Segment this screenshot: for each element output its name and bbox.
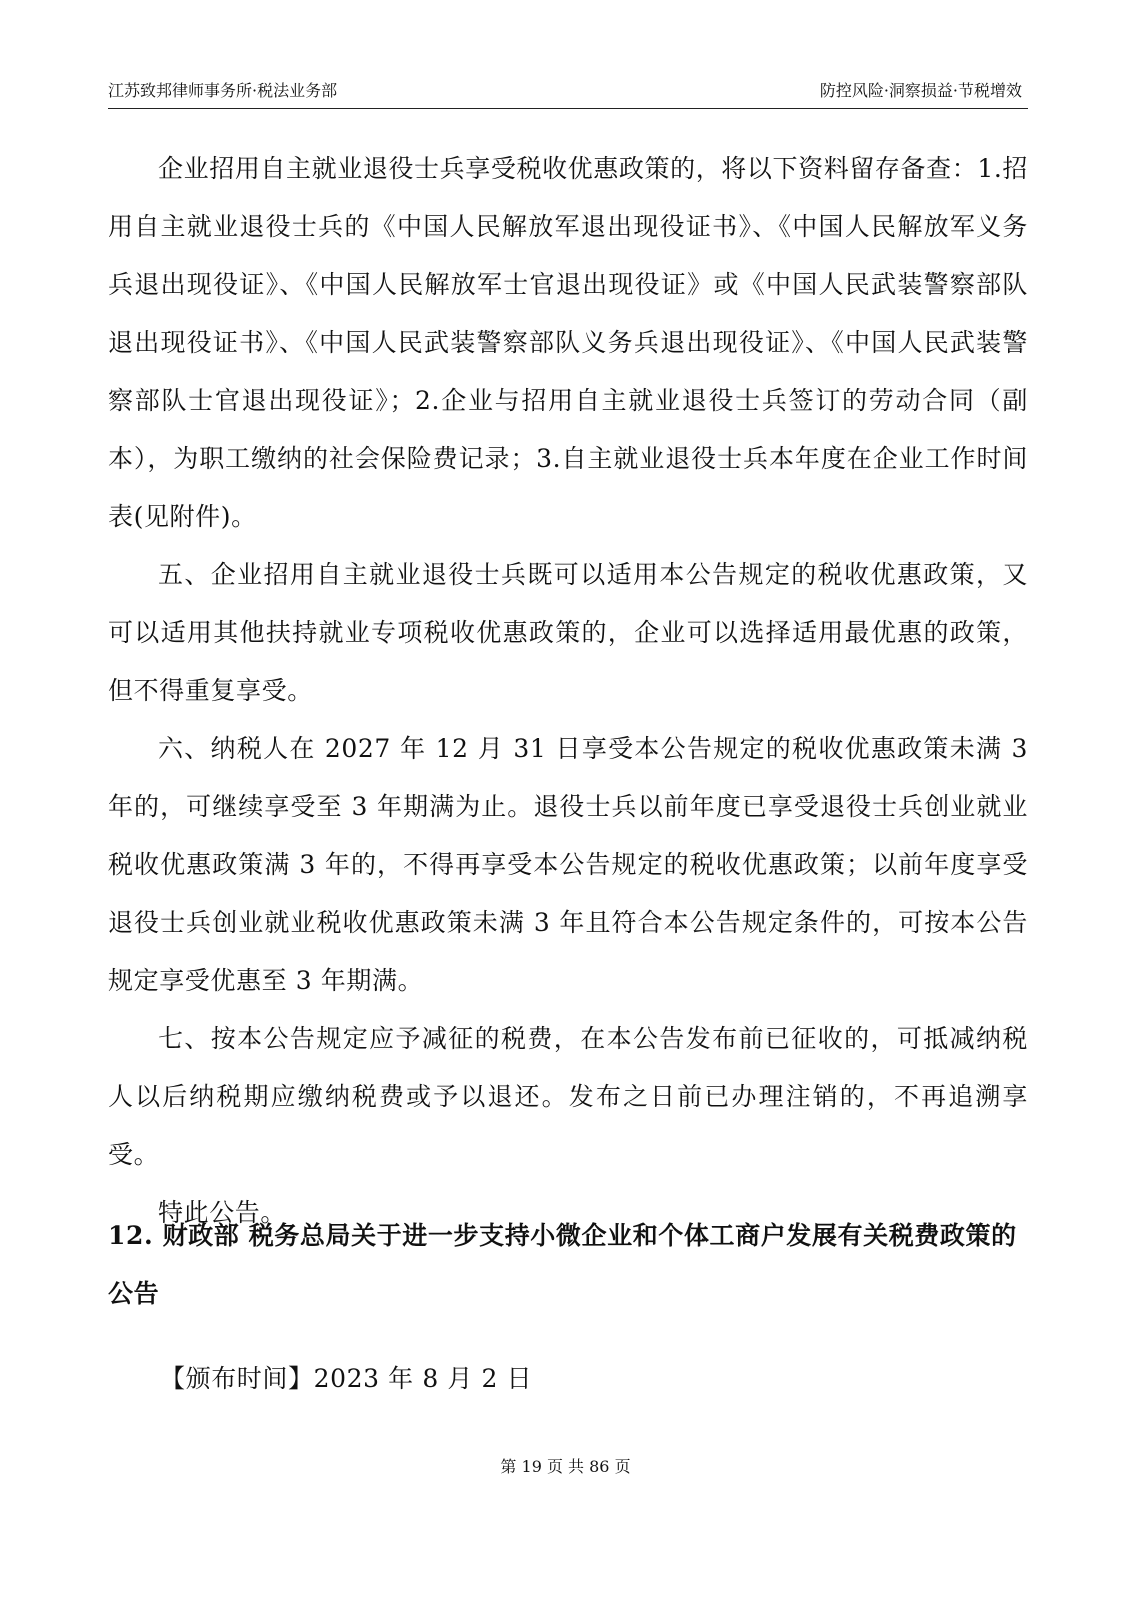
- release-date-line: [160, 1350, 1020, 1408]
- page-number: 第 19 页 共 86 页: [500, 1457, 631, 1476]
- paragraph-item-six: 六、纳税人在 2027 年 12 月 31 日享受本公告规定的税收优惠政策未满 3 年的，可继续享受至 3 年期满为止。退役士兵以前年度已享受退役士兵创业就业税收优惠政策满 3 年的，不得再享受本公告规定的税收优惠政策；以前年度享受退役士兵创业就业税收优惠政策未满 3 年且符合本公告规定条件的，可按本公告规定享受优惠至 3 年期满。: [108, 734, 1028, 995]
- paragraph-item-seven: 七、按本公告规定应予减征的税费，在本公告发布前已征收的，可抵减纳税人以后纳税期应缴纳税费或予以退还。发布之日前已办理注销的，不再追溯享受。: [108, 1024, 1028, 1169]
- header-slogan: 防控风险·洞察损益·节税增效: [819, 81, 1022, 100]
- release-label: 【颁布时间】: [160, 1364, 314, 1393]
- paragraph-closing: 特此公告。: [158, 1198, 287, 1227]
- section-heading: 12. 财政部 税务总局关于进一步支持小微企业和个体工商户发展有关税费政策的公告: [108, 1221, 1017, 1308]
- release-date: 2023 年 8 月 2 日: [313, 1364, 533, 1393]
- header-firm-name: 江苏致邦律师事务所·税法业务部: [108, 81, 338, 100]
- paragraph-retained-documents: 企业招用自主就业退役士兵享受税收优惠政策的，将以下资料留存备查：1.招用自主就业退役士兵的《中国人民解放军退出现役证书》、《中国人民解放军义务兵退出现役证》、《中国人民解放军士官退出现役证》或《中国人民武装警察部队退出现役证书》、《中国人民武装警察部队义务兵退出现役证》、《中国人民武装警察部队士官退出现役证》；2.企业与招用自主就业退役士兵签订的劳动合同（副本），为职工缴纳的社会保险费记录；3.自主就业退役士兵本年度在企业工作时间表(见附件)。: [108, 154, 1028, 531]
- page-header: [108, 78, 1028, 109]
- paragraph-item-five: 五、企业招用自主就业退役士兵既可以适用本公告规定的税收优惠政策，又可以适用其他扶持就业专项税收优惠政策的，企业可以选择适用最优惠的政策，但不得重复享受。: [108, 560, 1028, 705]
- document-body: [108, 140, 1028, 1242]
